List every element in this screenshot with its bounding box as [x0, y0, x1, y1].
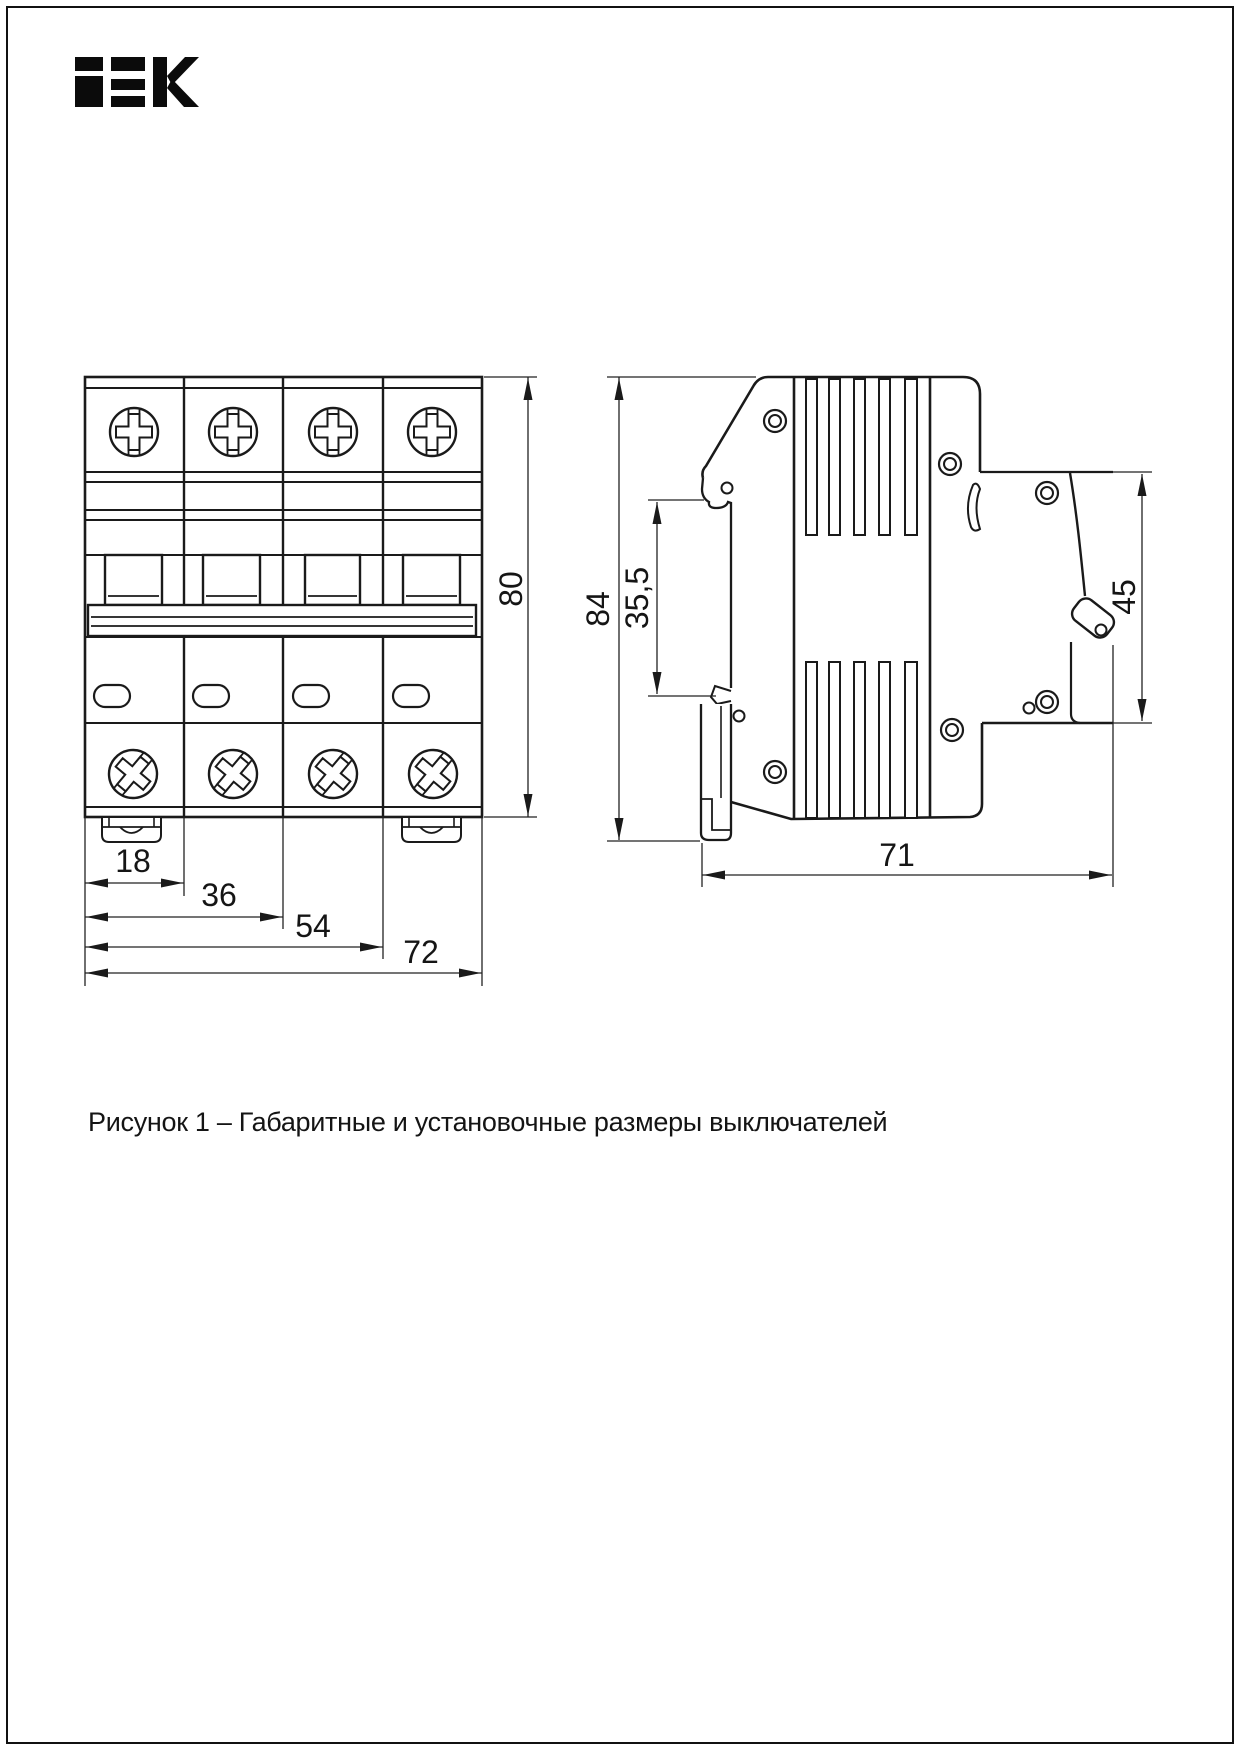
- indicator-window: [393, 685, 429, 707]
- vent-slot-icon: [854, 379, 865, 535]
- vent-slot-icon: [829, 379, 840, 535]
- din-clip-side: [701, 704, 731, 840]
- vent-slot-icon: [829, 662, 840, 818]
- lever-hole: [1096, 625, 1107, 636]
- indicator-window: [94, 685, 130, 707]
- iek-logo: [75, 57, 199, 108]
- toggle-handle: [105, 555, 162, 605]
- toggle-handle: [305, 555, 360, 605]
- dim-label-18: 18: [115, 843, 151, 879]
- pin-hole: [734, 711, 745, 722]
- dim-label-45: 45: [1106, 579, 1143, 615]
- vent-slot-icon: [806, 662, 817, 818]
- dim-label-54: 54: [295, 908, 331, 944]
- rivet-icon: [764, 410, 786, 432]
- figure-caption: Рисунок 1 – Габаритные и установочные размеры выключателей: [88, 1107, 888, 1137]
- pin-hole: [1024, 703, 1035, 714]
- logo-k-spine: [153, 57, 167, 107]
- rivet-icon: [1036, 482, 1058, 504]
- indicator-window: [293, 685, 329, 707]
- front-view: [85, 377, 482, 842]
- toggle-handle: [403, 555, 460, 605]
- logo-i-dot: [75, 57, 103, 71]
- side-view: [701, 377, 1118, 840]
- dim-label-80: 80: [493, 571, 530, 607]
- technical-drawing: [0, 300, 1240, 1020]
- dim-label-36: 36: [201, 877, 237, 913]
- screw-icon: [309, 408, 357, 456]
- din-clip-icon: [102, 818, 161, 842]
- iek-logo-glyphs: [75, 57, 199, 107]
- screw-icon: [408, 408, 456, 456]
- logo-e-bar-top: [111, 57, 145, 71]
- din-notch-wall: [702, 478, 731, 688]
- rivet-icon: [1036, 691, 1058, 713]
- toggle-front-curve: [1070, 473, 1085, 596]
- vent-slots-bottom: [806, 662, 917, 818]
- curved-slot: [968, 484, 980, 531]
- rivet-icon: [941, 719, 963, 741]
- pin-hole: [722, 483, 733, 494]
- din-clip-icon: [402, 818, 461, 842]
- screw-icon: [209, 408, 257, 456]
- vent-slots-top: [806, 379, 917, 535]
- din-catch: [711, 686, 731, 704]
- vent-slot-icon: [879, 379, 890, 535]
- logo-e-bar-bottom: [111, 96, 145, 107]
- vent-slot-icon: [879, 662, 890, 818]
- toggle-handle: [203, 555, 260, 605]
- rivet-icon: [939, 453, 961, 475]
- logo-i-bar: [75, 76, 103, 107]
- rivet-icon: [764, 761, 786, 783]
- dim-label-71: 71: [879, 837, 915, 873]
- vent-slot-icon: [806, 379, 817, 535]
- lever-recess-edge: [1071, 642, 1080, 723]
- indicator-window: [193, 685, 229, 707]
- screw-icon: [110, 408, 158, 456]
- dim-label-35-5: 35,5: [619, 566, 656, 630]
- vent-slot-icon: [854, 662, 865, 818]
- dim-label-84: 84: [580, 591, 617, 627]
- dim-label-72: 72: [403, 934, 439, 970]
- logo-e-bar-mid: [111, 79, 145, 90]
- logo-k-lower-arm: [167, 79, 199, 107]
- vent-slot-icon: [905, 662, 917, 818]
- vent-slot-icon: [905, 379, 917, 535]
- handle-tie-bar: [88, 605, 476, 636]
